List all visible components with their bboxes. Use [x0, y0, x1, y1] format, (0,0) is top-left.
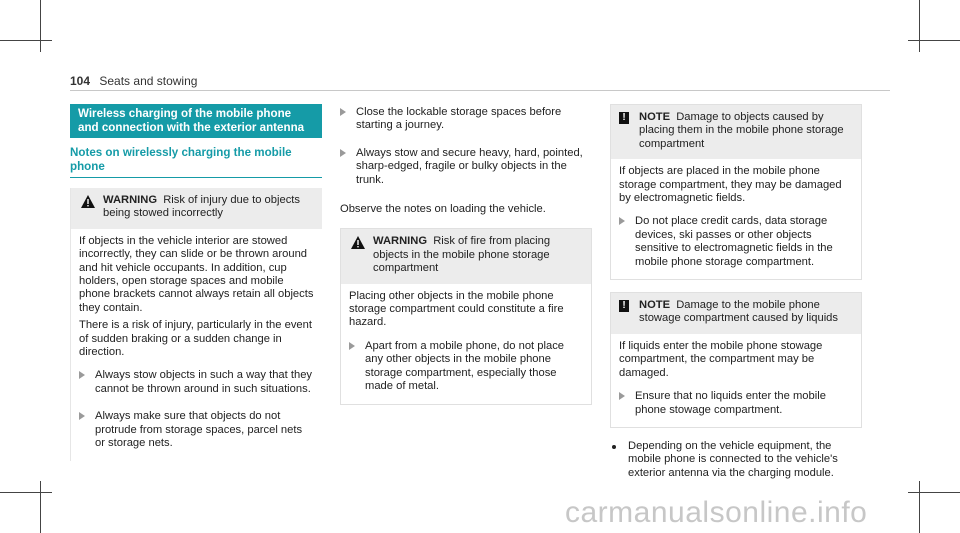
note-paragraph: If liquids enter the mobile phone stowage compartment, the compartment may be damaged. — [619, 339, 823, 379]
warning-text: Risk of injury due to objects being stowed incorrectly — [103, 194, 300, 220]
step-arrow-icon — [349, 342, 355, 350]
crop-mark — [40, 481, 41, 533]
note-body — [611, 334, 861, 427]
note-header — [611, 293, 861, 334]
warning-keyword: WARNING — [373, 235, 428, 248]
step-text: Always make sure that objects do not protrude from storage spaces, parcel nets or storage nets. — [95, 410, 303, 450]
instruction-step — [619, 215, 853, 273]
note-box — [610, 292, 862, 428]
warning-paragraph: There is a risk of injury, particularly in the event of sudden braking or a sudden change in direction. — [79, 319, 312, 359]
step-arrow-icon — [79, 371, 85, 379]
body-paragraph: Observe the notes on loading the vehicle. — [340, 203, 546, 216]
bullet-item — [610, 440, 862, 480]
warning-keyword: WARNING — [103, 194, 158, 206]
note-box — [610, 104, 862, 280]
note-body — [611, 159, 861, 279]
crop-mark — [908, 492, 960, 493]
step-arrow-icon — [340, 108, 346, 116]
note-text: Damage to the mobile phone stowage compartment caused by liquids — [639, 299, 838, 325]
note-keyword: NOTE — [639, 299, 671, 312]
note-keyword: NOTE — [639, 111, 671, 123]
warning-body — [71, 229, 322, 461]
warning-triangle-icon — [81, 195, 95, 208]
column-right — [610, 104, 862, 480]
warning-text: Risk of fire from placing objects in the mobile phone storage compartment — [373, 235, 551, 275]
step-arrow-icon — [340, 149, 346, 157]
step-text: Ensure that no liquids enter the mobile phone stowage compartment. — [635, 390, 826, 416]
note-text: Damage to objects caused by placing them in the mobile phone storage compartment — [639, 111, 844, 150]
step-text: Close the lockable storage spaces before starting a journey. — [356, 106, 562, 132]
note-paragraph: If objects are placed in the mobile phone storage compartment, they may be damaged by electromagnetic fields. — [619, 165, 842, 205]
warning-paragraph: Placing other objects in the mobile phone storage compartment could constitute a fire hazard. — [349, 289, 564, 329]
step-text: Always stow and secure heavy, hard, pointed, sharp-edged, fragile or bulky objects in the trunk. — [356, 146, 583, 186]
instruction-step — [79, 410, 314, 454]
crop-mark — [40, 0, 41, 52]
warning-triangle-icon — [351, 236, 365, 249]
watermark: carmanualsonline.info — [565, 496, 868, 529]
step-text: Do not place credit cards, data storage devices, ski passes or other objects sensitive to electromagnetic fields in the mobile phone storage compartment. — [635, 215, 833, 268]
exclamation-icon: ! — [619, 112, 629, 124]
step-arrow-icon — [619, 392, 625, 400]
instruction-step — [79, 369, 314, 400]
bullet-dot-icon — [612, 445, 616, 449]
instruction-step — [340, 106, 592, 137]
subsection-heading: Notes on wirelessly charging the mobile phone — [70, 146, 322, 178]
step-text: Apart from a mobile phone, do not place any other objects in the mobile phone storage compartment, especially those made of metal. — [365, 339, 565, 393]
warning-box — [70, 188, 322, 461]
crop-mark — [919, 481, 920, 533]
crop-mark — [0, 40, 52, 41]
bullet-text: Depending on the vehicle equipment, the mobile phone is connected to the vehicle's exterior antenna via the charging module. — [628, 439, 838, 479]
warning-header — [341, 229, 591, 283]
column-left — [70, 104, 322, 461]
step-arrow-icon — [79, 412, 85, 420]
step-arrow-icon — [619, 217, 625, 225]
header-divider — [70, 90, 890, 91]
crop-mark — [919, 0, 920, 52]
instruction-step — [619, 390, 853, 421]
note-header — [611, 105, 861, 159]
instruction-step — [340, 147, 592, 191]
warning-header — [71, 188, 322, 229]
page-number: 104 — [70, 74, 91, 88]
step-text: Always stow objects in such a way that they cannot be thrown around in such situations. — [95, 369, 313, 395]
crop-mark — [0, 492, 52, 493]
section-title: Seats and stowing — [99, 74, 198, 88]
running-header — [70, 74, 197, 88]
instruction-step — [349, 340, 583, 398]
exclamation-icon: ! — [619, 300, 629, 312]
warning-body — [341, 284, 591, 404]
warning-box — [340, 228, 592, 404]
section-banner: Wireless charging of the mobile phone and connection with the exterior antenna — [70, 104, 322, 138]
warning-paragraph: If objects in the vehicle interior are stowed incorrectly, they can slide or be thrown around and hit vehicle occupants. In addition, cup holders, open storage spaces and mobile phone brackets cannot always retain all objects they contain. — [79, 234, 314, 314]
column-middle — [340, 104, 592, 405]
crop-mark — [908, 40, 960, 41]
